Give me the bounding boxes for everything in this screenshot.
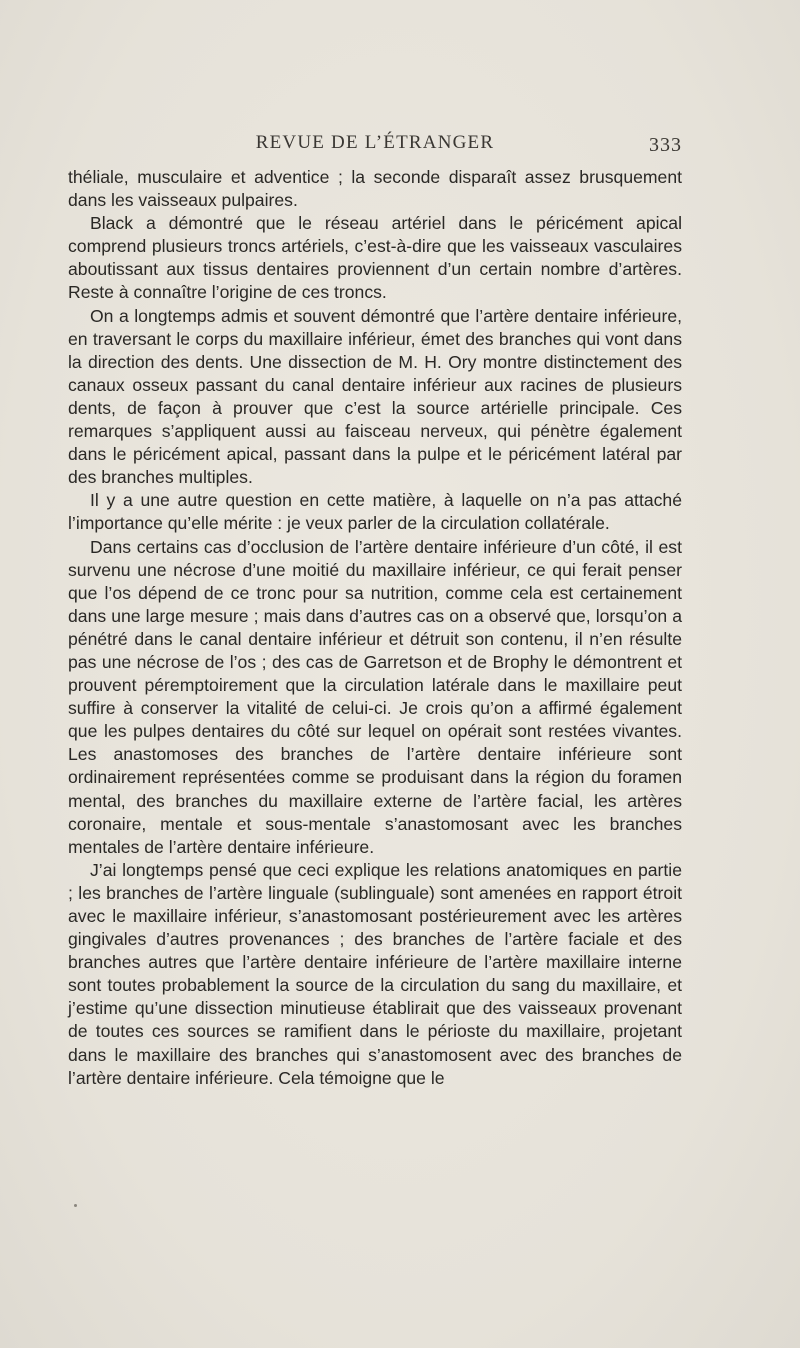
paragraph-circulation-collaterale: Il y a une autre question en cette matière, à laquelle on n’a pas attaché l’importance qu’elle mérite : je veux parler de la circulation collatérale. [68, 490, 682, 534]
print-speck [74, 1204, 77, 1207]
body-text [68, 166, 682, 1090]
paragraph-relations-anatomiques: J’ai longtemps pensé que ceci explique les relations anatomiques en partie ; les branches de l’artère linguale (sublinguale) sont amenées en rapport étroit avec le maxillaire inférieur, s’anastomosant postérieurement avec les artères gingivales d’autres provenances ; des branches de l’artère faciale et des branches autres que l’artère dentaire inférieure de l’artère maxillaire interne sont toutes probablement la source de la circulation du sang du maxillaire, et j’estime qu’une dissection minutieuse établirait que des vaisseaux provenant de toutes ces sources se ramifient dans le périoste du maxillaire, projetant dans le maxillaire des branches qui s’anastomosent avec des branches de l’artère dentaire inférieure. Cela témoigne que le [68, 859, 682, 1088]
paragraph-occlusion: Dans certains cas d’occlusion de l’artère dentaire inférieure d’un côté, il est survenu une nécrose d’une moitié du maxillaire inférieur, ce qui ferait penser que l’os dépend de ce tronc pour sa nutrition, comme cela est certainement dans une large mesure ; mais dans d’autres cas on a observé que, lorsqu’on a pénétré dans le canal dentaire inférieur et détruit son contenu, il n’en résulte pas une nécrose de l’os ; des cas de Garretson et de Brophy le démontrent et prouvent péremptoirement que la circulation latérale dans le maxillaire peut suffire à conserver la vitalité de celui-ci. Je crois qu’on a affirmé également que les pulpes dentaires du côté sur lequel on opérait sont restées vivantes. Les anastomoses des branches de l’artère dentaire inférieure sont ordinairement représentées comme se produisant dans la région du foramen mental, des branches du maxillaire externe de l’artère facial, les artères coronaire, mentale et sous-mentale s’anastomosant avec les branches mentales de l’artère dentaire inférieure. [68, 536, 682, 857]
paragraph-black-reseau: Black a démontré que le réseau artériel dans le péricément apical comprend plusieurs troncs artériels, c’est-à-dire que les vaisseaux vasculaires aboutissant aux tissus dentaires proviennent d’un certain nombre d’artères. Reste à connaître l’origine de ces troncs. [68, 213, 682, 303]
page-number: 333 [649, 134, 682, 156]
paragraph-continuation: théliale, musculaire et adventice ; la seconde disparaît assez brusquement dans les vaisseaux pulpaires. [68, 167, 682, 211]
running-head [68, 130, 682, 156]
running-title: REVUE DE L’ÉTRANGER [255, 132, 495, 153]
paragraph-artere-dentaire: On a longtemps admis et souvent démontré que l’artère dentaire inférieure, en traversant le corps du maxillaire inférieur, émet des branches qui vont dans la direction des dents. Une dissection de M. H. Ory montre distinctement des canaux osseux passant du canal dentaire inférieur aux racines de plusieurs dents, de façon à prouver que c’est la source artérielle principale. Ces remarques s’appliquent aussi au faisceau nerveux, qui pénètre également dans le péricément apical, passant dans la pulpe et le péricément latéral par des branches multiples. [68, 305, 682, 488]
